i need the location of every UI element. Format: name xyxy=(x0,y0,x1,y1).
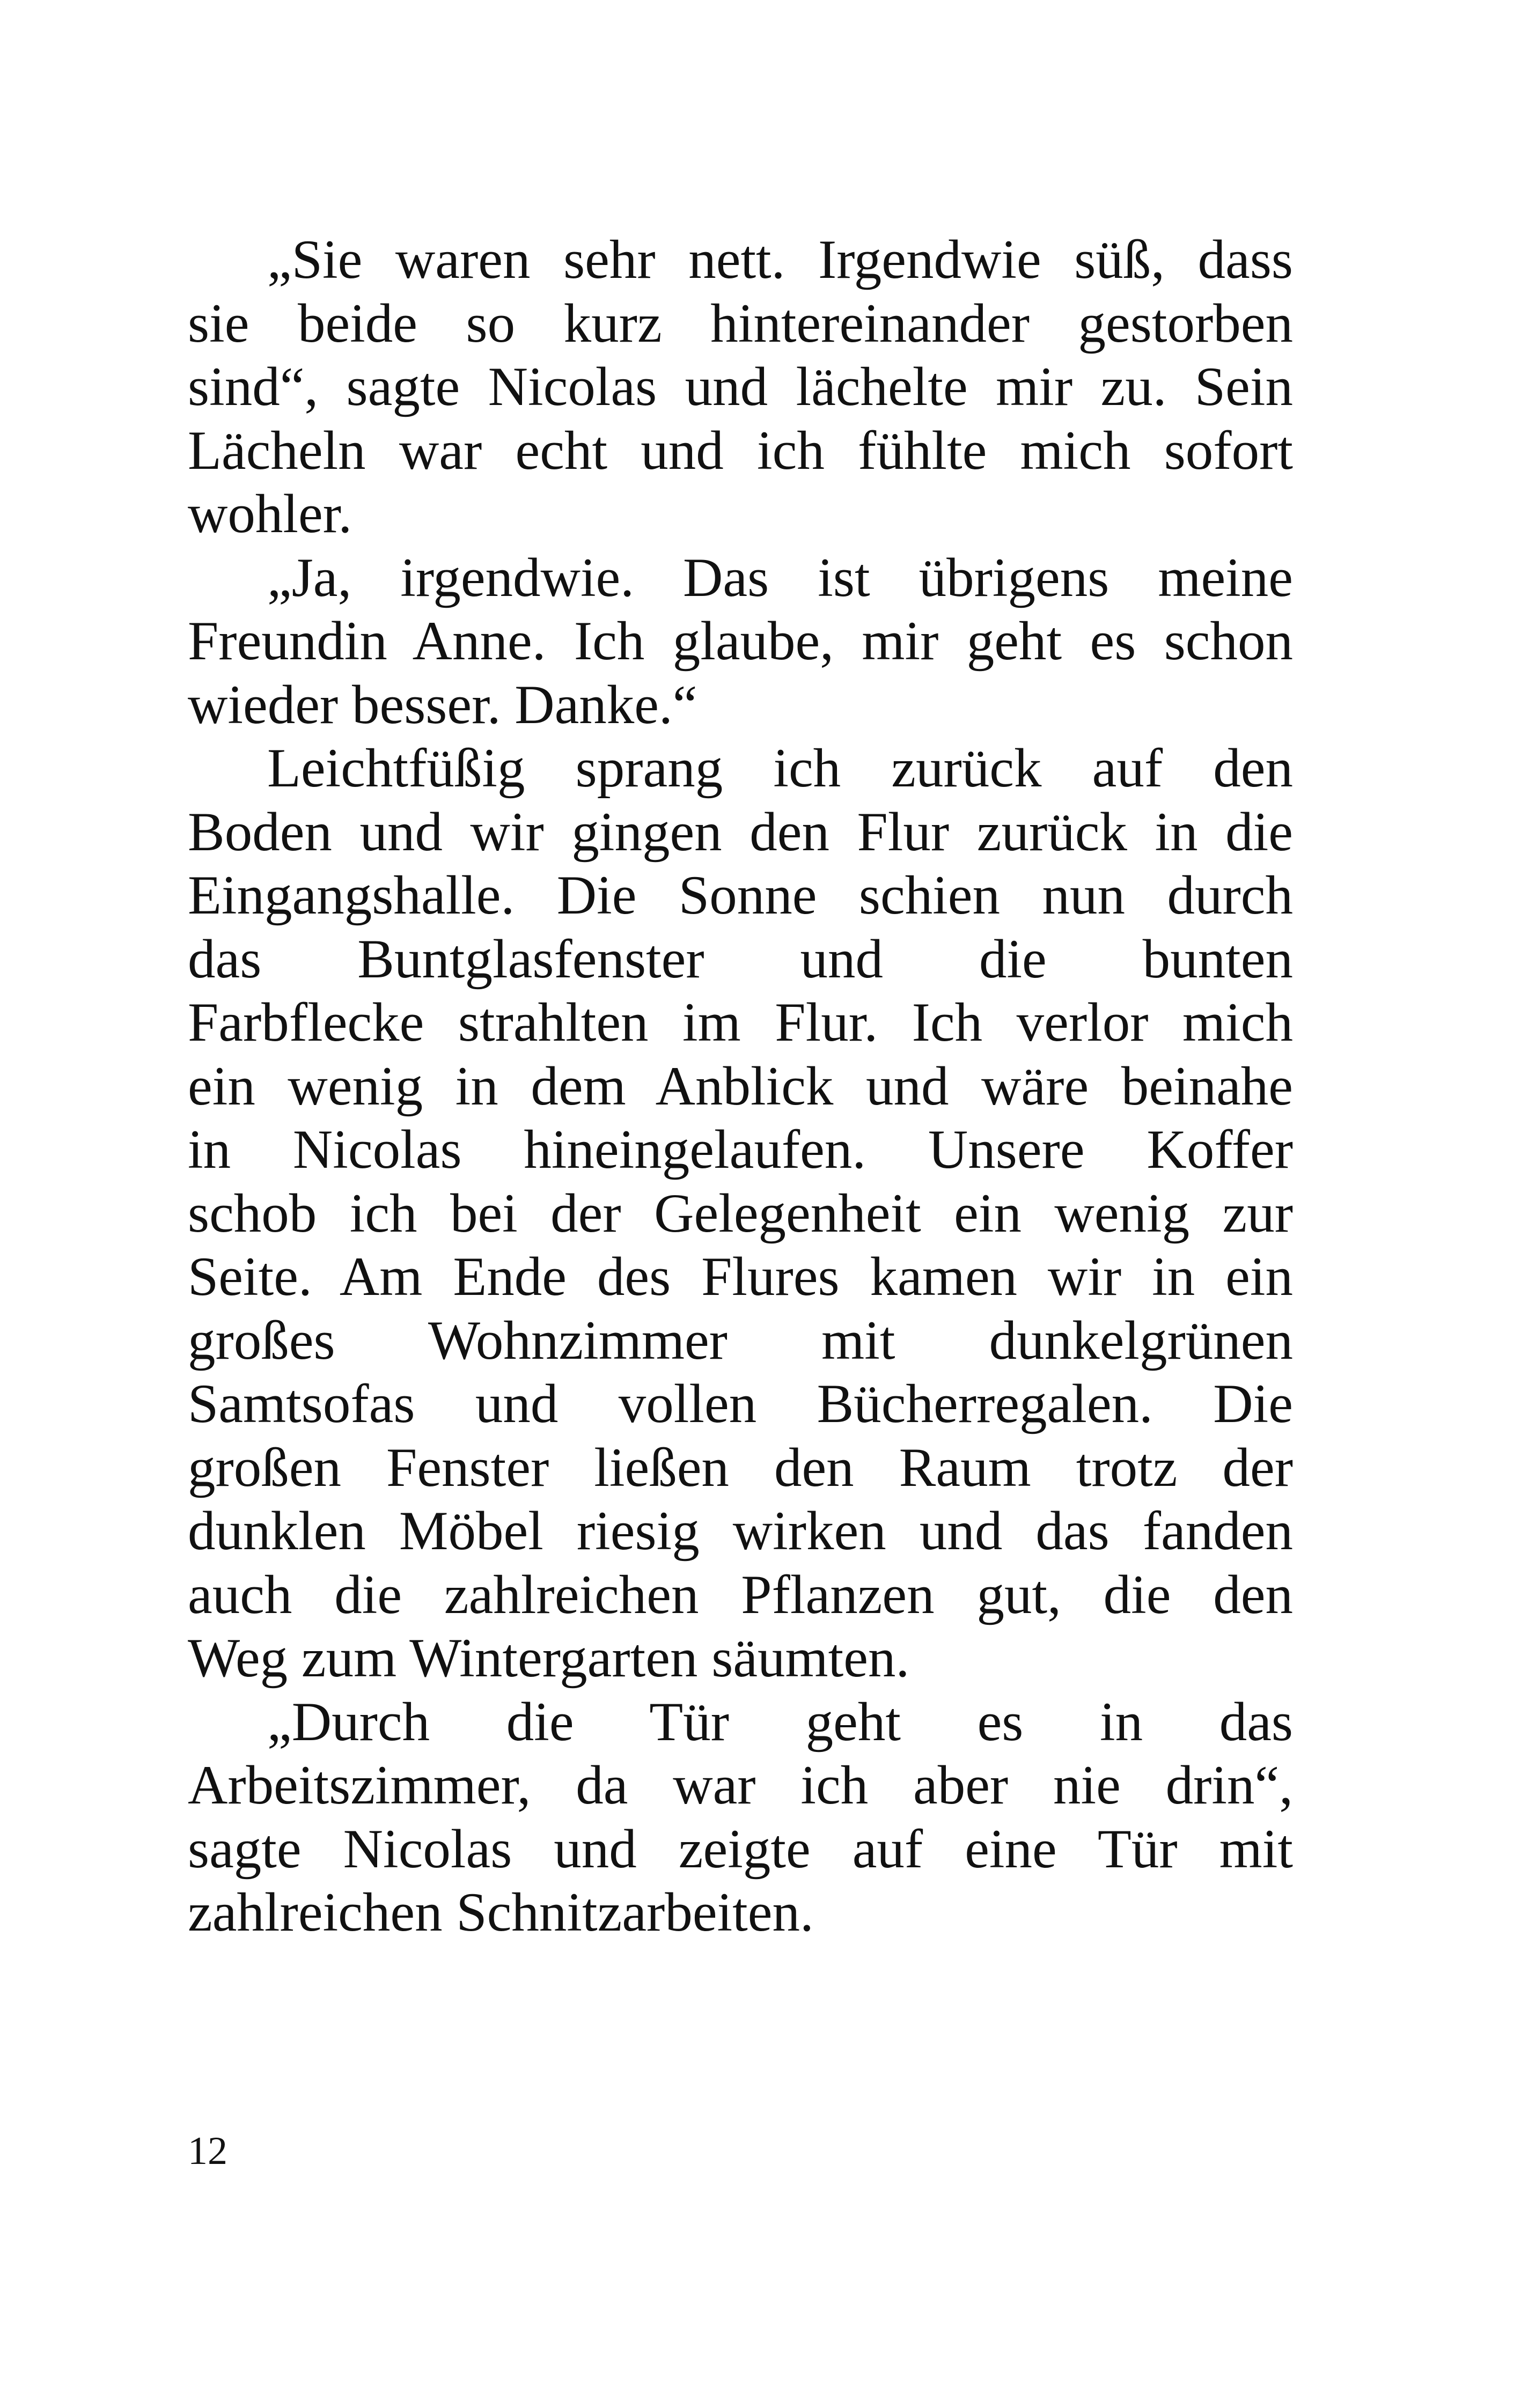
text-line: Farbflecke strahlten im Flur. Ich verlor mich xyxy=(188,992,1293,1053)
text-line: sind“, sagte Nicolas und lächelte mir zu. Sein xyxy=(188,356,1293,417)
text-line: „Sie waren sehr nett. Irgendwie süß, dass xyxy=(267,229,1293,290)
text-line: wieder besser. Danke.“ xyxy=(188,674,697,735)
text-line: in Nicolas hineingelaufen. Unsere Koffer xyxy=(188,1119,1293,1180)
text-line: Lächeln war echt und ich fühlte mich sofort xyxy=(188,419,1293,481)
text-line: Seite. Am Ende des Flures kamen wir in ein xyxy=(188,1246,1293,1307)
paragraph xyxy=(188,228,1293,546)
text-line: dunklen Möbel riesig wirken und das fanden xyxy=(188,1500,1293,1562)
text-line: sie beide so kurz hintereinander gestorben xyxy=(188,292,1293,354)
text-line: Freundin Anne. Ich glaube, mir geht es schon xyxy=(188,610,1293,672)
text-line: wohler. xyxy=(188,483,352,544)
text-line: auch die zahlreichen Pflanzen gut, die den xyxy=(188,1564,1293,1625)
text-line: sagte Nicolas und zeigte auf eine Tür mit xyxy=(188,1818,1293,1880)
text-line: „Durch die Tür geht es in das xyxy=(267,1691,1293,1752)
text-line: ein wenig in dem Anblick und wäre beinahe xyxy=(188,1055,1293,1117)
paragraph xyxy=(188,546,1293,737)
text-line: Samtsofas und vollen Bücherregalen. Die xyxy=(188,1373,1293,1434)
text-line: großen Fenster ließen den Raum trotz der xyxy=(188,1437,1293,1498)
text-line: Weg zum Wintergarten säumten. xyxy=(188,1628,910,1689)
text-line: zahlreichen Schnitzarbeiten. xyxy=(188,1882,814,1943)
text-line: großes Wohnzimmer mit dunkelgrünen xyxy=(188,1309,1293,1371)
text-line: Eingangshalle. Die Sonne schien nun durch xyxy=(188,865,1293,926)
paragraph xyxy=(188,1690,1293,1945)
text-line: Boden und wir gingen den Flur zurück in die xyxy=(188,801,1293,863)
text-line: schob ich bei der Gelegenheit ein wenig zur xyxy=(188,1182,1293,1244)
paragraph xyxy=(188,737,1293,1690)
text-line: Arbeitszimmer, da war ich aber nie drin“, xyxy=(188,1755,1293,1816)
text-line: das Buntglasfenster und die bunten xyxy=(188,928,1293,990)
body-text xyxy=(188,228,1293,1945)
page-number: 12 xyxy=(188,2129,227,2173)
text-line: „Ja, irgendwie. Das ist übrigens meine xyxy=(267,547,1293,608)
text-line: Leichtfüßig sprang ich zurück auf den xyxy=(267,738,1293,799)
